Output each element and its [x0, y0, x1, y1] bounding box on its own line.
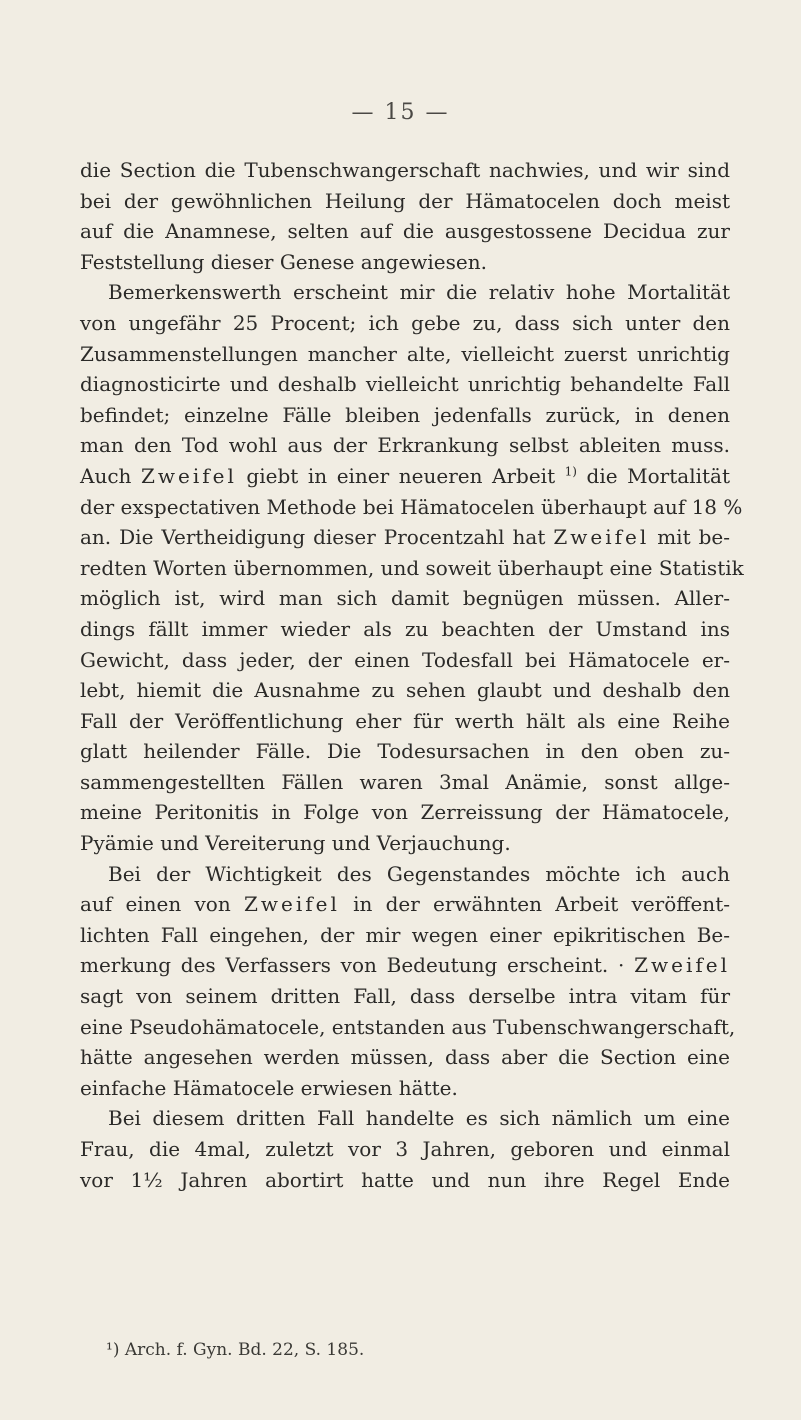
text-line	[80, 247, 730, 278]
text-segment: lichten Fall eingehen, der mir wegen einer epikritischen Be-	[80, 922, 730, 947]
text-line	[80, 767, 730, 798]
text-segment: glatt heilender Fälle. Die Todesursachen in den oben zu-	[80, 739, 730, 764]
text-segment: sagt von seinem dritten Fall, dass derselbe intra vitam für	[80, 984, 730, 1009]
text-line	[80, 155, 730, 186]
text-line	[80, 553, 744, 584]
text-segment: bei der gewöhnlichen Heilung der Hämatocelen doch meist	[80, 188, 730, 213]
text-segment: Bemerkenswerth erscheint mir die relativ hohe Mortalität	[108, 280, 730, 305]
text-line	[80, 308, 730, 339]
text-line	[80, 400, 730, 431]
text-line	[80, 1103, 730, 1134]
page-number: — 15 —	[351, 100, 450, 125]
text-segment: vor 1½ Jahren abortirt hatte und nun ihre Regel Ende	[80, 1167, 730, 1192]
text-segment: Fall der Veröffentlichung eher für werth hält als eine Reihe	[80, 708, 730, 733]
body-text	[80, 155, 744, 1195]
text-segment: lebt, hiemit die Ausnahme zu sehen glaubt und deshalb den	[80, 678, 730, 703]
text-segment: auf einen von	[80, 892, 244, 917]
text-segment: Bei der Wichtigkeit des Gegenstandes möchte ich auch	[108, 861, 730, 886]
text-line	[80, 797, 730, 828]
text-segment: die Section die Tubenschwangerschaft nachwies, und wir sind	[80, 158, 730, 182]
text-line	[80, 186, 730, 217]
text-segment: der exspectativen Methode bei Hämatocelen überhaupt auf 18 %	[80, 494, 743, 519]
text-line	[80, 1012, 736, 1043]
text-line	[80, 369, 730, 400]
text-line	[80, 828, 730, 859]
author-name: Zweifel	[140, 463, 237, 488]
text-line	[80, 645, 730, 676]
text-line	[80, 950, 730, 981]
text-segment: in der erwähnten Arbeit veröffent-	[339, 892, 730, 917]
text-segment: Gewicht, dass jeder, der einen Todesfall bei Hämatocele er-	[80, 647, 730, 672]
text-segment: möglich ist, wird man sich damit begnügen müssen. Aller-	[80, 586, 730, 611]
text-line	[80, 492, 743, 523]
text-line	[80, 736, 730, 767]
text-line	[80, 981, 730, 1012]
text-segment: an. Die Vertheidigung dieser Procentzahl hat	[80, 525, 554, 550]
text-segment: eine Pseudohämatocele, entstanden aus Tubenschwangerschaft,	[80, 1014, 736, 1039]
text-segment: Auch	[80, 463, 141, 488]
text-line	[80, 706, 730, 737]
text-line	[80, 1073, 730, 1104]
text-line	[80, 461, 730, 492]
author-name: Zweifel	[634, 953, 730, 978]
text-line	[80, 859, 730, 890]
text-segment: Frau, die 4mal, zuletzt vor 3 Jahren, geboren und einmal	[80, 1137, 730, 1161]
author-name: Zweifel	[243, 892, 340, 917]
text-segment: giebt in einer neueren Arbeit	[236, 463, 565, 488]
text-segment: von ungefähr 25 Procent; ich gebe zu, dass sich unter den	[80, 310, 730, 335]
text-line	[80, 675, 730, 706]
text-segment: befindet; einzelne Fälle bleiben jedenfalls zurück, in denen	[80, 402, 730, 427]
text-segment: diagnosticirte und deshalb vielleicht unrichtig behandelte Fall	[80, 372, 730, 397]
text-segment: Feststellung dieser Genese angewiesen.	[80, 249, 487, 274]
footnote: ¹) Arch. f. Gyn. Bd. 22, S. 185.	[106, 1340, 365, 1360]
text-segment: Bei diesem dritten Fall handelte es sich nämlich um eine	[108, 1106, 730, 1131]
text-segment: redten Worten übernommen, und soweit überhaupt eine Statistik	[80, 555, 744, 580]
footnote-marker: 1)	[564, 464, 577, 479]
text-segment: meine Peritonitis in Folge von Zerreissung der Hämatocele,	[80, 800, 730, 825]
text-line	[80, 1042, 730, 1073]
text-segment: Pyämie und Vereiterung und Verjauchung.	[80, 831, 511, 856]
text-line	[80, 889, 730, 920]
text-line	[80, 339, 730, 370]
text-segment: die Mortalität	[577, 463, 730, 488]
text-segment: mit be-	[649, 525, 730, 550]
text-segment: dings fällt immer wieder als zu beachten der Umstand ins	[80, 616, 730, 641]
text-line	[80, 277, 730, 308]
text-line	[80, 1165, 730, 1196]
text-line	[80, 583, 730, 614]
text-segment: hätte angesehen werden müssen, dass aber die Section eine	[80, 1045, 730, 1070]
text-line	[80, 1134, 730, 1165]
text-segment: merkung des Verfassers von Bedeutung erscheint. ·	[80, 953, 635, 978]
text-line	[80, 216, 730, 247]
author-name: Zweifel	[553, 525, 650, 550]
text-segment: Zusammenstellungen mancher alte, vielleicht zuerst unrichtig	[80, 341, 730, 366]
text-line	[80, 614, 730, 645]
text-line	[80, 430, 730, 461]
text-line	[80, 920, 730, 951]
text-segment: man den Tod wohl aus der Erkrankung selbst ableiten muss.	[80, 433, 730, 458]
text-line	[80, 522, 730, 553]
text-segment: auf die Anamnese, selten auf die ausgestossene Decidua zur	[80, 219, 730, 244]
text-segment: sammengestellten Fällen waren 3mal Anämie, sonst allge-	[80, 769, 730, 794]
text-segment: einfache Hämatocele erwiesen hätte.	[80, 1075, 458, 1100]
